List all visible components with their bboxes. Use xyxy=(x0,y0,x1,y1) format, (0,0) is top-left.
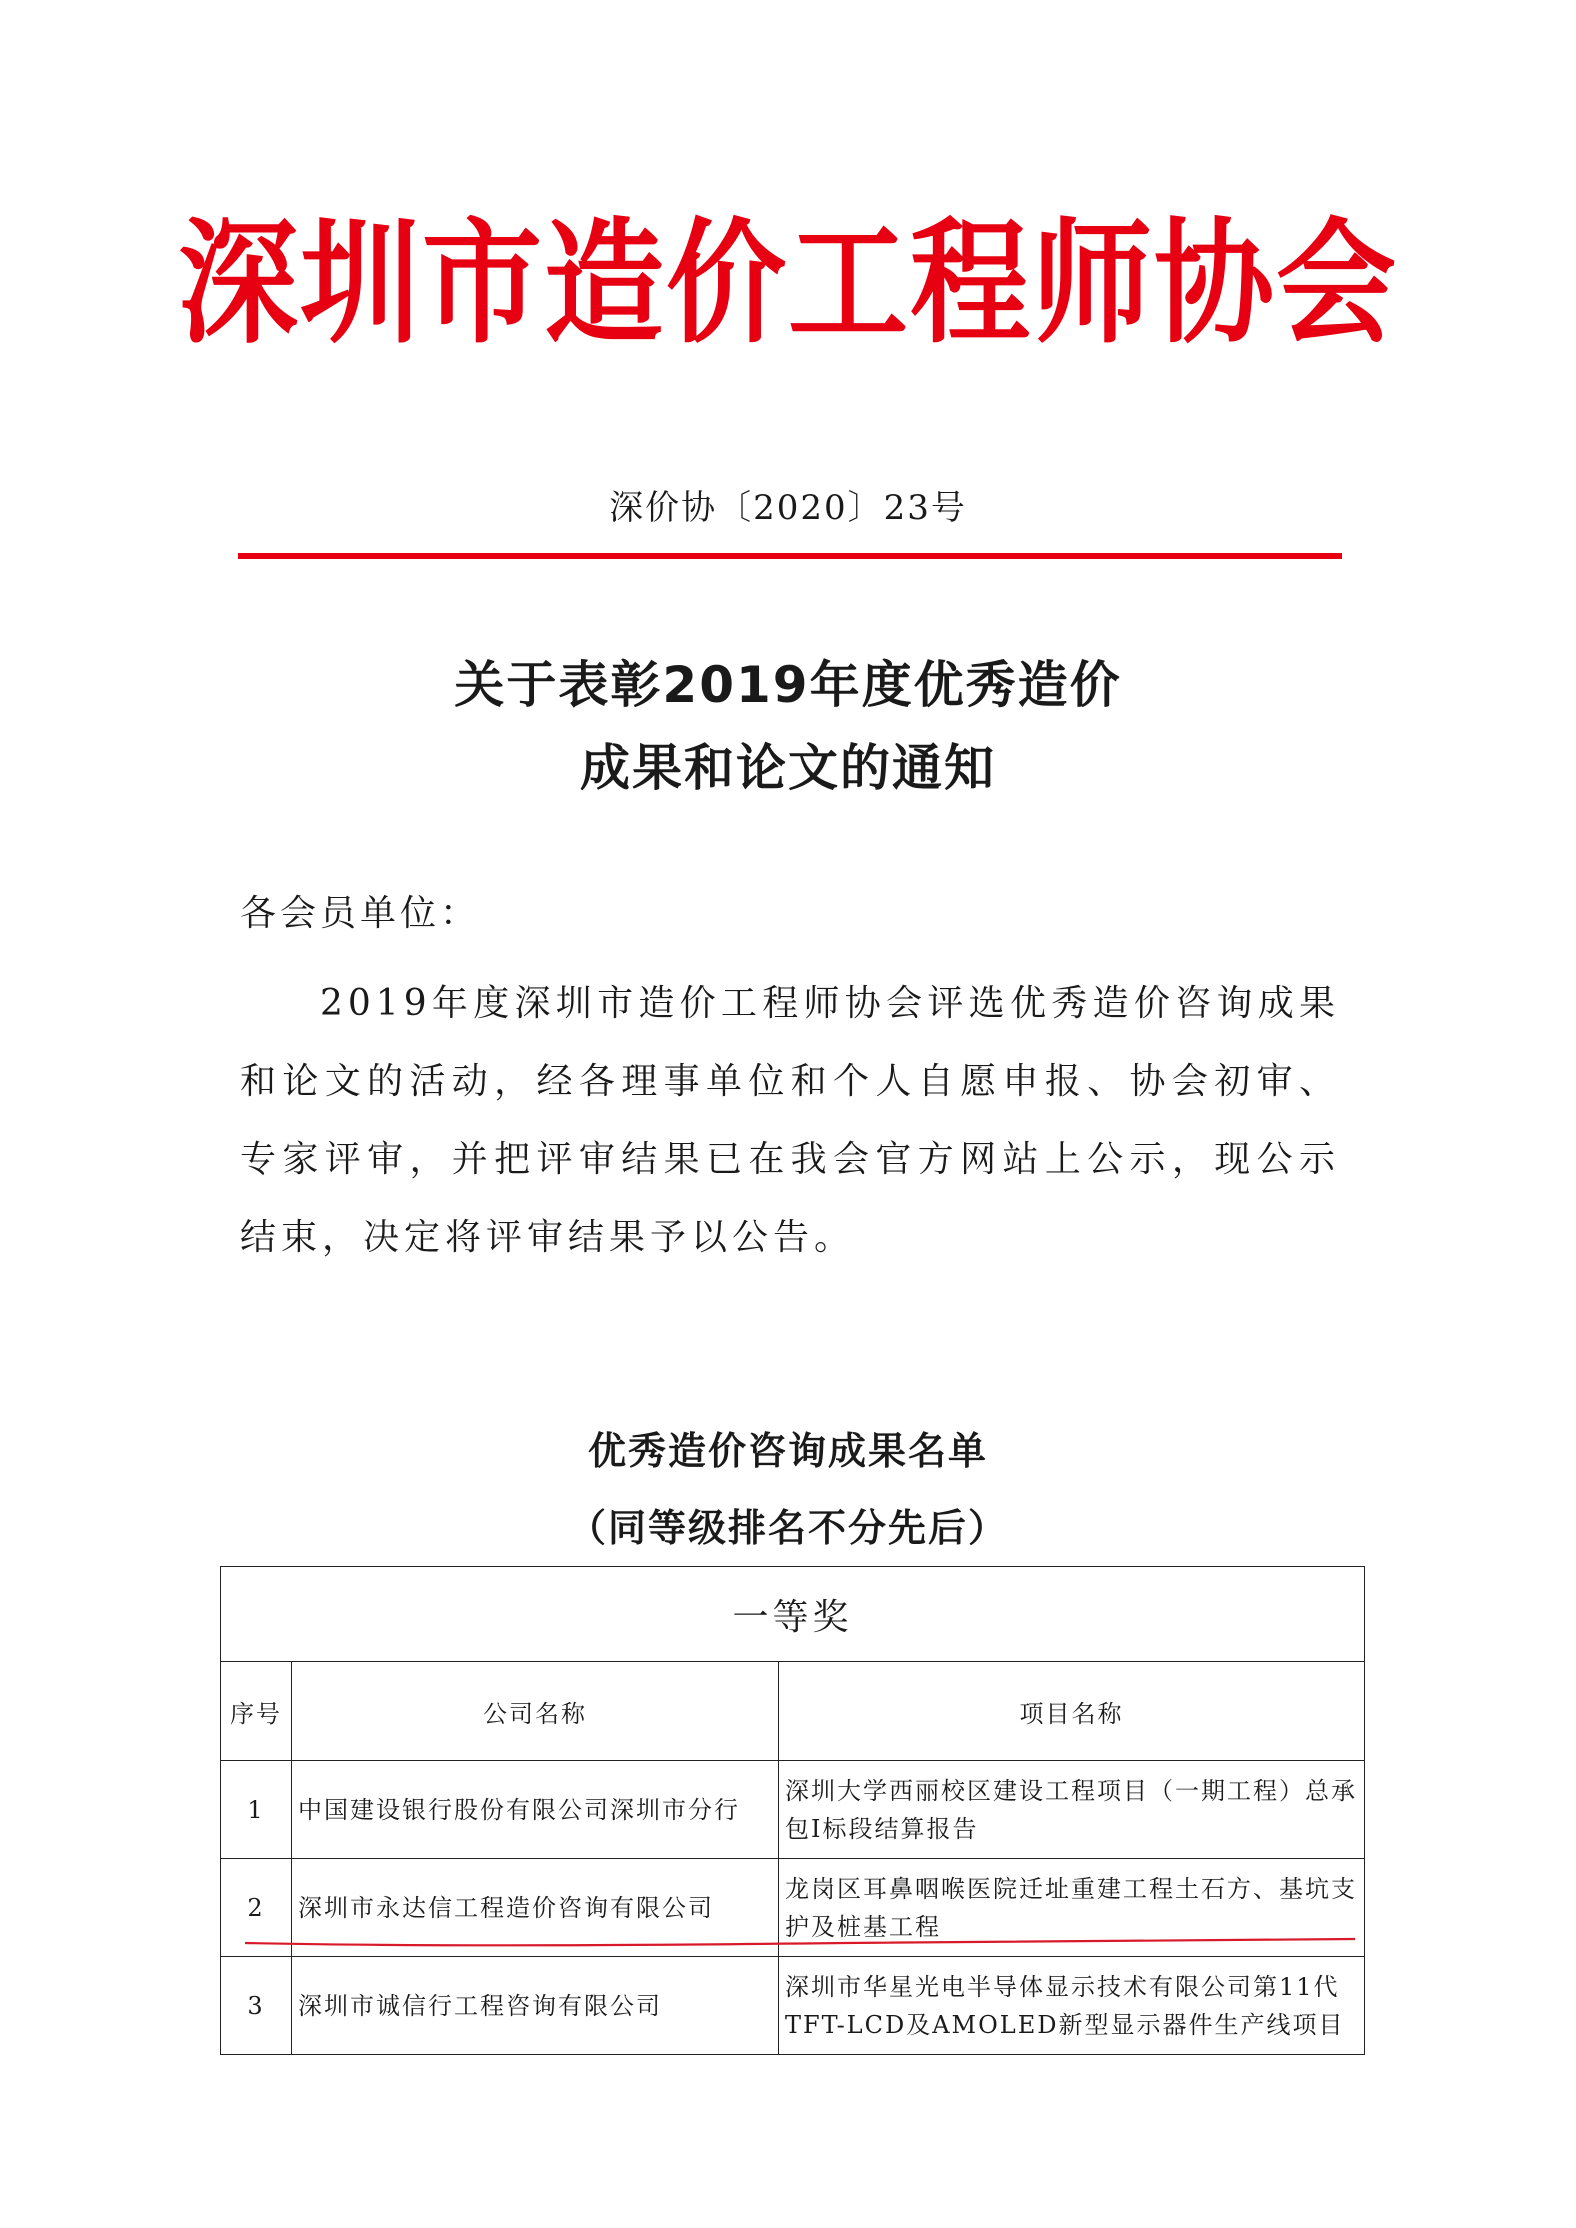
list-subtitle: （同等级排名不分先后） xyxy=(567,1506,1008,1550)
award-level: 一等奖 xyxy=(221,1567,1365,1662)
handwritten-underline xyxy=(245,1935,1355,1975)
column-header-project: 项目名称 xyxy=(779,1662,1365,1761)
notice-body: 2019年度深圳市造价工程师协会评选优秀造价咨询成果和论文的活动，经各理事单位和个人自愿申报、协会初审、专家评审，并把评审结果已在我会官方网站上公示，现公示结束，决定将评审结果予以公告。 xyxy=(240,983,1340,1258)
row-seq: 2 xyxy=(221,1859,292,1957)
red-divider xyxy=(238,553,1342,559)
table-row xyxy=(221,1761,1365,1859)
row-project: 龙岗区耳鼻咽喉医院迁址重建工程土石方、基坑支护及桩基工程 xyxy=(779,1859,1365,1957)
row-seq: 3 xyxy=(221,1957,292,2055)
row-project: 深圳市华星光电半导体显示技术有限公司第11代TFT-LCD及AMOLED新型显示器件生产线项目 xyxy=(779,1957,1365,2055)
salutation: 各会员单位： xyxy=(240,893,481,934)
notice-title-line-2: 成果和论文的通知 xyxy=(580,739,996,797)
award-level-row xyxy=(221,1567,1365,1662)
table-header-row xyxy=(221,1662,1365,1761)
document-number: 深价协〔2020〕23号 xyxy=(609,488,967,528)
row-company: 中国建设银行股份有限公司深圳市分行 xyxy=(292,1761,779,1859)
row-company: 深圳市永达信工程造价咨询有限公司 xyxy=(292,1859,779,1957)
row-project: 深圳大学西丽校区建设工程项目（一期工程）总承包Ⅰ标段结算报告 xyxy=(779,1761,1365,1859)
column-header-company: 公司名称 xyxy=(292,1662,779,1761)
column-header-seq: 序号 xyxy=(221,1662,292,1761)
org-masthead: 深圳市造价工程师协会 xyxy=(178,206,1398,363)
notice-title-line-1: 关于表彰2019年度优秀造价 xyxy=(454,656,1122,714)
row-seq: 1 xyxy=(221,1761,292,1859)
results-table xyxy=(220,1566,1365,2055)
row-company: 深圳市诚信行工程咨询有限公司 xyxy=(292,1957,779,2055)
list-title: 优秀造价咨询成果名单 xyxy=(587,1429,988,1473)
